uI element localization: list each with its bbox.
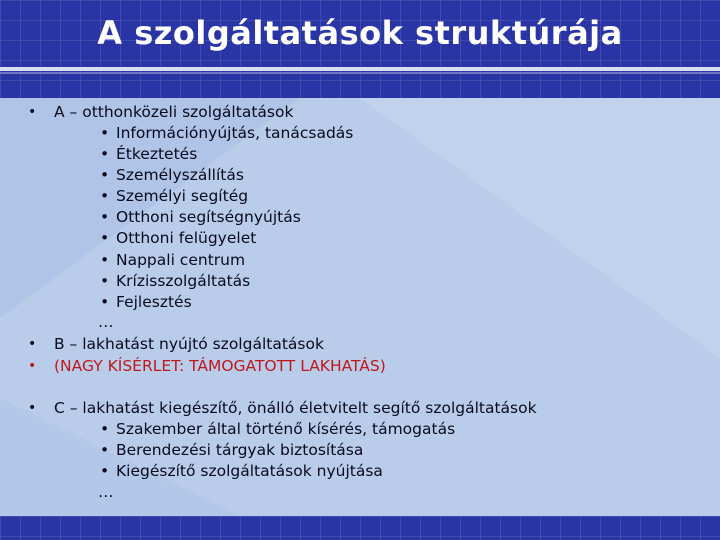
list-item: • Kiegészítő szolgáltatások nyújtása bbox=[100, 462, 383, 480]
list-item: • Nappali centrum bbox=[100, 251, 246, 269]
list-item: • Étkeztetés bbox=[100, 145, 198, 163]
list-item: • Szakember által történő kísérés, támogatás bbox=[100, 420, 456, 438]
list-item: • Személyi segítég bbox=[100, 187, 249, 205]
highlight-note: (NAGY KÍSÉRLET: TÁMOGATOTT LAKHATÁS) bbox=[54, 357, 386, 375]
bullet-glyph: • bbox=[100, 251, 110, 269]
bullet-glyph: • bbox=[28, 336, 37, 352]
list-item: • Fejlesztés bbox=[100, 293, 192, 311]
bullet-glyph: • bbox=[100, 462, 110, 480]
bullet-glyph: • bbox=[100, 293, 110, 311]
bullet-glyph: • bbox=[100, 145, 110, 163]
section-c-ellipsis: … bbox=[98, 483, 114, 501]
bullet-glyph: • bbox=[100, 166, 110, 184]
slide-title: A szolgáltatások struktúrája bbox=[97, 14, 623, 52]
bullet-glyph: • bbox=[100, 441, 110, 459]
section-a-ellipsis: … bbox=[98, 313, 114, 331]
bullet-glyph: • bbox=[28, 104, 37, 120]
bullet-glyph: • bbox=[100, 420, 110, 438]
list-item: • Krízisszolgáltatás bbox=[100, 272, 251, 290]
list-item: • Információnyújtás, tanácsadás bbox=[100, 124, 354, 142]
list-item: • Berendezési tárgyak biztosítása bbox=[100, 441, 364, 459]
bullet-glyph: • bbox=[100, 187, 110, 205]
list-item: • Személyszállítás bbox=[100, 166, 244, 184]
section-b-heading: B – lakhatást nyújtó szolgáltatások bbox=[54, 335, 324, 353]
bullet-glyph: • bbox=[100, 124, 110, 142]
bullet-glyph: • bbox=[28, 400, 37, 416]
bullet-glyph: • bbox=[100, 208, 110, 226]
bullet-glyph: • bbox=[28, 358, 37, 374]
bullet-glyph: • bbox=[100, 229, 110, 247]
section-c-heading: C – lakhatást kiegészítő, önálló életvitelt segítő szolgáltatások bbox=[54, 399, 537, 417]
bullet-glyph: • bbox=[100, 272, 110, 290]
list-item: • Otthoni felügyelet bbox=[100, 229, 257, 247]
section-a-heading: A – otthonközeli szolgáltatások bbox=[54, 103, 294, 121]
list-item: • Otthoni segítségnyújtás bbox=[100, 208, 301, 226]
